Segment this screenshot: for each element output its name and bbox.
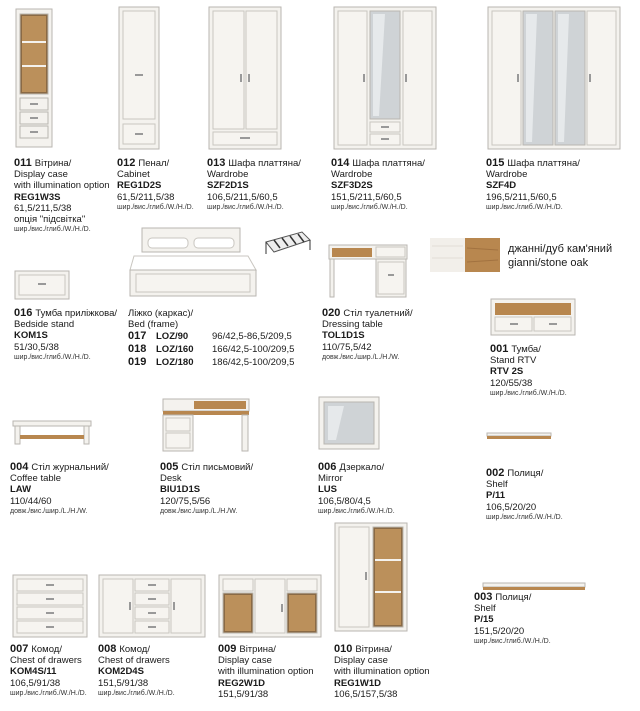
bed-variant-row — [128, 343, 294, 356]
item-title-en: Desk — [160, 473, 182, 485]
item-title-ua: Шафа платтяна/ — [352, 158, 425, 169]
item-number: 002 — [486, 467, 505, 479]
item-unit: шир./вис./глиб./W./H./D. — [331, 203, 408, 211]
bed-variant-row — [128, 330, 294, 343]
desk-image — [162, 398, 250, 452]
mirror-006-caption — [318, 462, 395, 516]
item-code: REG1W3S — [14, 191, 61, 203]
item-code: RTV 2S — [490, 366, 524, 378]
item-unit: довж./вис./шир./L./H./W. — [322, 353, 400, 361]
item-unit: шир./вис./глиб./W./H./D. — [14, 353, 91, 361]
item-number: 005 — [160, 461, 179, 473]
coffee-table-004-caption — [10, 462, 109, 516]
shelf-002-image — [486, 432, 552, 440]
item-dims: 106,5/91/38 — [10, 677, 61, 689]
item-dims: 51/30,5/38 — [14, 341, 59, 353]
display-case-010-caption — [334, 644, 430, 700]
bed-title-ua: Ліжко (каркас)/ — [128, 308, 194, 319]
bed-variant-dims: 166/42,5-100/209,5 — [212, 344, 295, 356]
item-number: 016 — [14, 307, 33, 319]
item-title-en-2: with illumination option — [14, 180, 110, 192]
item-title-ua: Шафа платтяна/ — [228, 158, 301, 169]
bed-variant-dims: 186/42,5-100/209,5 — [212, 357, 295, 369]
swatch-label-ua: джанні/дуб кам'яний — [508, 243, 613, 255]
item-number: 007 — [10, 643, 29, 655]
item-title-ua: Дзеркало/ — [339, 462, 385, 473]
item-dims: 120/75,5/56 — [160, 495, 211, 507]
item-title-en: Dressing table — [322, 319, 383, 331]
item-dims: 151,5/91/38 — [218, 688, 269, 700]
item-title-en: Wardrobe — [207, 169, 249, 181]
item-number: 004 — [10, 461, 29, 473]
item-title-ua: Вітрина/ — [239, 644, 276, 655]
shelf-003-caption — [474, 592, 551, 646]
item-title-en: Mirror — [318, 473, 343, 485]
bed-variant-code: LOZ/90 — [156, 331, 189, 343]
bed-variant-number: 019 — [128, 356, 147, 369]
item-title-en: Shelf — [474, 603, 496, 615]
item-code: P/15 — [474, 614, 494, 626]
item-title-ua: Вітрина/ — [355, 644, 392, 655]
bed-variant-number: 018 — [128, 343, 147, 356]
item-code: LUS — [318, 484, 337, 496]
item-dims: 151,5/211,5/60,5 — [331, 191, 402, 203]
display-case-011-image — [15, 8, 53, 148]
item-code: SZF3D2S — [331, 180, 373, 192]
bed-variant-code: LOZ/160 — [156, 344, 194, 356]
item-dims: 110/75,5/42 — [322, 341, 372, 353]
display-case-011-caption — [14, 158, 110, 234]
chest-007-caption — [10, 644, 87, 698]
item-unit: шир./вис./глиб./W./H./D. — [486, 203, 563, 211]
mirror-image — [318, 396, 380, 450]
item-code: SZF4D — [486, 180, 517, 192]
item-title-ua: Вітрина/ — [34, 158, 72, 169]
rtv-stand-001-caption — [490, 344, 567, 398]
item-number: 008 — [98, 643, 117, 655]
item-title-ua: Стіл письмовий/ — [181, 462, 254, 473]
item-number: 010 — [334, 643, 353, 655]
swatch-label — [508, 242, 612, 270]
cabinet-012-caption — [117, 158, 194, 212]
item-code: P/11 — [486, 490, 506, 502]
item-unit: шир./вис./глиб./W./H./D. — [98, 689, 175, 697]
wardrobe-015-image — [487, 6, 621, 150]
item-code: REG1D2S — [117, 180, 162, 192]
desk-005-caption — [160, 462, 253, 516]
item-title-en: Coffee table — [10, 473, 62, 485]
item-dims: 106,5/20/20 — [486, 501, 537, 513]
item-number: 001 — [490, 343, 509, 355]
item-title-ua: Стіл журнальний/ — [31, 462, 109, 473]
item-code: SZF2D1S — [207, 180, 249, 192]
chest-007-image — [12, 574, 88, 638]
item-number: 003 — [474, 591, 493, 603]
item-unit: шир./вис./глиб./W./H./D. — [14, 226, 91, 234]
chest-008-caption — [98, 644, 175, 698]
item-title-en: Shelf — [486, 479, 508, 491]
item-unit: шир./вис./глиб./W./H./D. — [486, 513, 563, 521]
item-title-en: Display case — [14, 169, 68, 181]
item-title-en: Display case — [218, 655, 272, 667]
item-dims: 61,5/211,5/38 — [14, 202, 72, 214]
item-title-ua: Комод/ — [119, 644, 150, 655]
item-title-en: Wardrobe — [331, 169, 373, 181]
item-dims: 106,5/80/4,5 — [318, 495, 371, 507]
item-title-ua: Тумба приліжкова/ — [35, 308, 117, 319]
item-title-ua: Шафа платтяна/ — [507, 158, 580, 169]
bed-caption — [128, 308, 294, 369]
item-code: REG2W1D — [218, 677, 265, 689]
dressing-table-020-caption — [322, 308, 413, 362]
item-code: TOL1D1S — [322, 330, 365, 342]
display-case-009-caption — [218, 644, 314, 700]
item-code: KOM2D4S — [98, 666, 144, 678]
wardrobe-013-caption — [207, 158, 301, 212]
color-swatch — [430, 238, 500, 272]
item-dims: 120/55/38 — [490, 377, 533, 389]
item-title-en: Wardrobe — [486, 169, 528, 181]
item-extra: опція "підсвітка" — [14, 214, 86, 226]
item-unit: шир./вис./глиб./W./H./D. — [474, 637, 551, 645]
bedside-stand-image — [14, 270, 70, 300]
bed-title-en: Bed (frame) — [128, 319, 179, 331]
item-code: LAW — [10, 484, 32, 496]
item-title-en: Chest of drawers — [98, 655, 170, 667]
bed-variant-dims: 96/42,5-86,5/209,5 — [212, 331, 292, 343]
item-number: 013 — [207, 157, 226, 169]
item-title-en-2: with illumination option — [218, 666, 314, 678]
rtv-stand-image — [490, 298, 576, 336]
item-dims: 61,5/211,5/38 — [117, 191, 175, 203]
item-code: KOM1S — [14, 330, 48, 342]
item-dims: 106,5/157,5/38 — [334, 688, 398, 700]
shelf-002-caption — [486, 468, 563, 522]
item-dims: 196,5/211,5/60,5 — [486, 191, 557, 203]
item-number: 006 — [318, 461, 337, 473]
item-title-ua: Полиця/ — [507, 468, 544, 479]
item-dims: 106,5/211,5/60,5 — [207, 191, 278, 203]
item-unit: шир./вис./глиб./W./H./D. — [490, 389, 567, 397]
item-number: 012 — [117, 157, 136, 169]
item-code: KOM4S/11 — [10, 666, 57, 678]
item-number: 011 — [14, 157, 32, 169]
swatch-label-en: gianni/stone oak — [508, 257, 589, 269]
item-title-en: Chest of drawers — [10, 655, 82, 667]
bed-frame-image — [262, 228, 312, 258]
bed-image — [128, 226, 260, 298]
wardrobe-014-caption — [331, 158, 425, 212]
item-title-ua: Пенал/ — [138, 158, 170, 169]
item-title-en: Bedside stand — [14, 319, 75, 331]
item-title-en: Stand RTV — [490, 355, 537, 367]
item-dims: 151,5/20/20 — [474, 625, 525, 637]
item-code: REG1W1D — [334, 677, 381, 689]
item-dims: 110/44/60 — [10, 495, 52, 507]
item-unit: довж./вис./шир./L./H./W. — [10, 507, 88, 515]
bed-variant-code: LOZ/180 — [156, 357, 194, 369]
shelf-003-image — [482, 582, 586, 592]
item-unit: шир./вис./глиб./W./H./D. — [207, 203, 284, 211]
item-title-ua: Комод/ — [31, 644, 62, 655]
bedside-stand-016-caption — [14, 308, 117, 362]
item-unit: шир./вис./глиб./W./H./D. — [117, 203, 194, 211]
item-number: 020 — [322, 307, 341, 319]
item-dims: 151,5/91/38 — [98, 677, 149, 689]
item-number: 015 — [486, 157, 505, 169]
item-code: BIU1D1S — [160, 484, 201, 496]
dressing-table-image — [328, 244, 408, 298]
item-unit: довж./вис./шир./L./H./W. — [160, 507, 238, 515]
item-title-ua: Стіл туалетний/ — [343, 308, 413, 319]
cabinet-012-image — [118, 6, 160, 150]
item-title-en: Display case — [334, 655, 388, 667]
coffee-table-image — [12, 420, 92, 446]
bed-variant-row — [128, 356, 294, 369]
display-case-009-image — [218, 574, 322, 638]
item-title-ua: Тумба/ — [511, 344, 541, 355]
item-unit: шир./вис./глиб./W./H./D. — [10, 689, 87, 697]
item-title-en-2: with illumination option — [334, 666, 430, 678]
wardrobe-013-image — [208, 6, 282, 150]
chest-008-image — [98, 574, 206, 638]
item-number: 009 — [218, 643, 237, 655]
item-title-ua: Полиця/ — [495, 592, 532, 603]
item-title-en: Cabinet — [117, 169, 150, 181]
item-number: 014 — [331, 157, 350, 169]
wardrobe-015-caption — [486, 158, 580, 212]
item-unit: шир./вис./глиб./W./H./D. — [318, 507, 395, 515]
bed-variant-number: 017 — [128, 330, 147, 343]
wardrobe-014-image — [333, 6, 437, 150]
display-case-010-image — [334, 522, 408, 632]
